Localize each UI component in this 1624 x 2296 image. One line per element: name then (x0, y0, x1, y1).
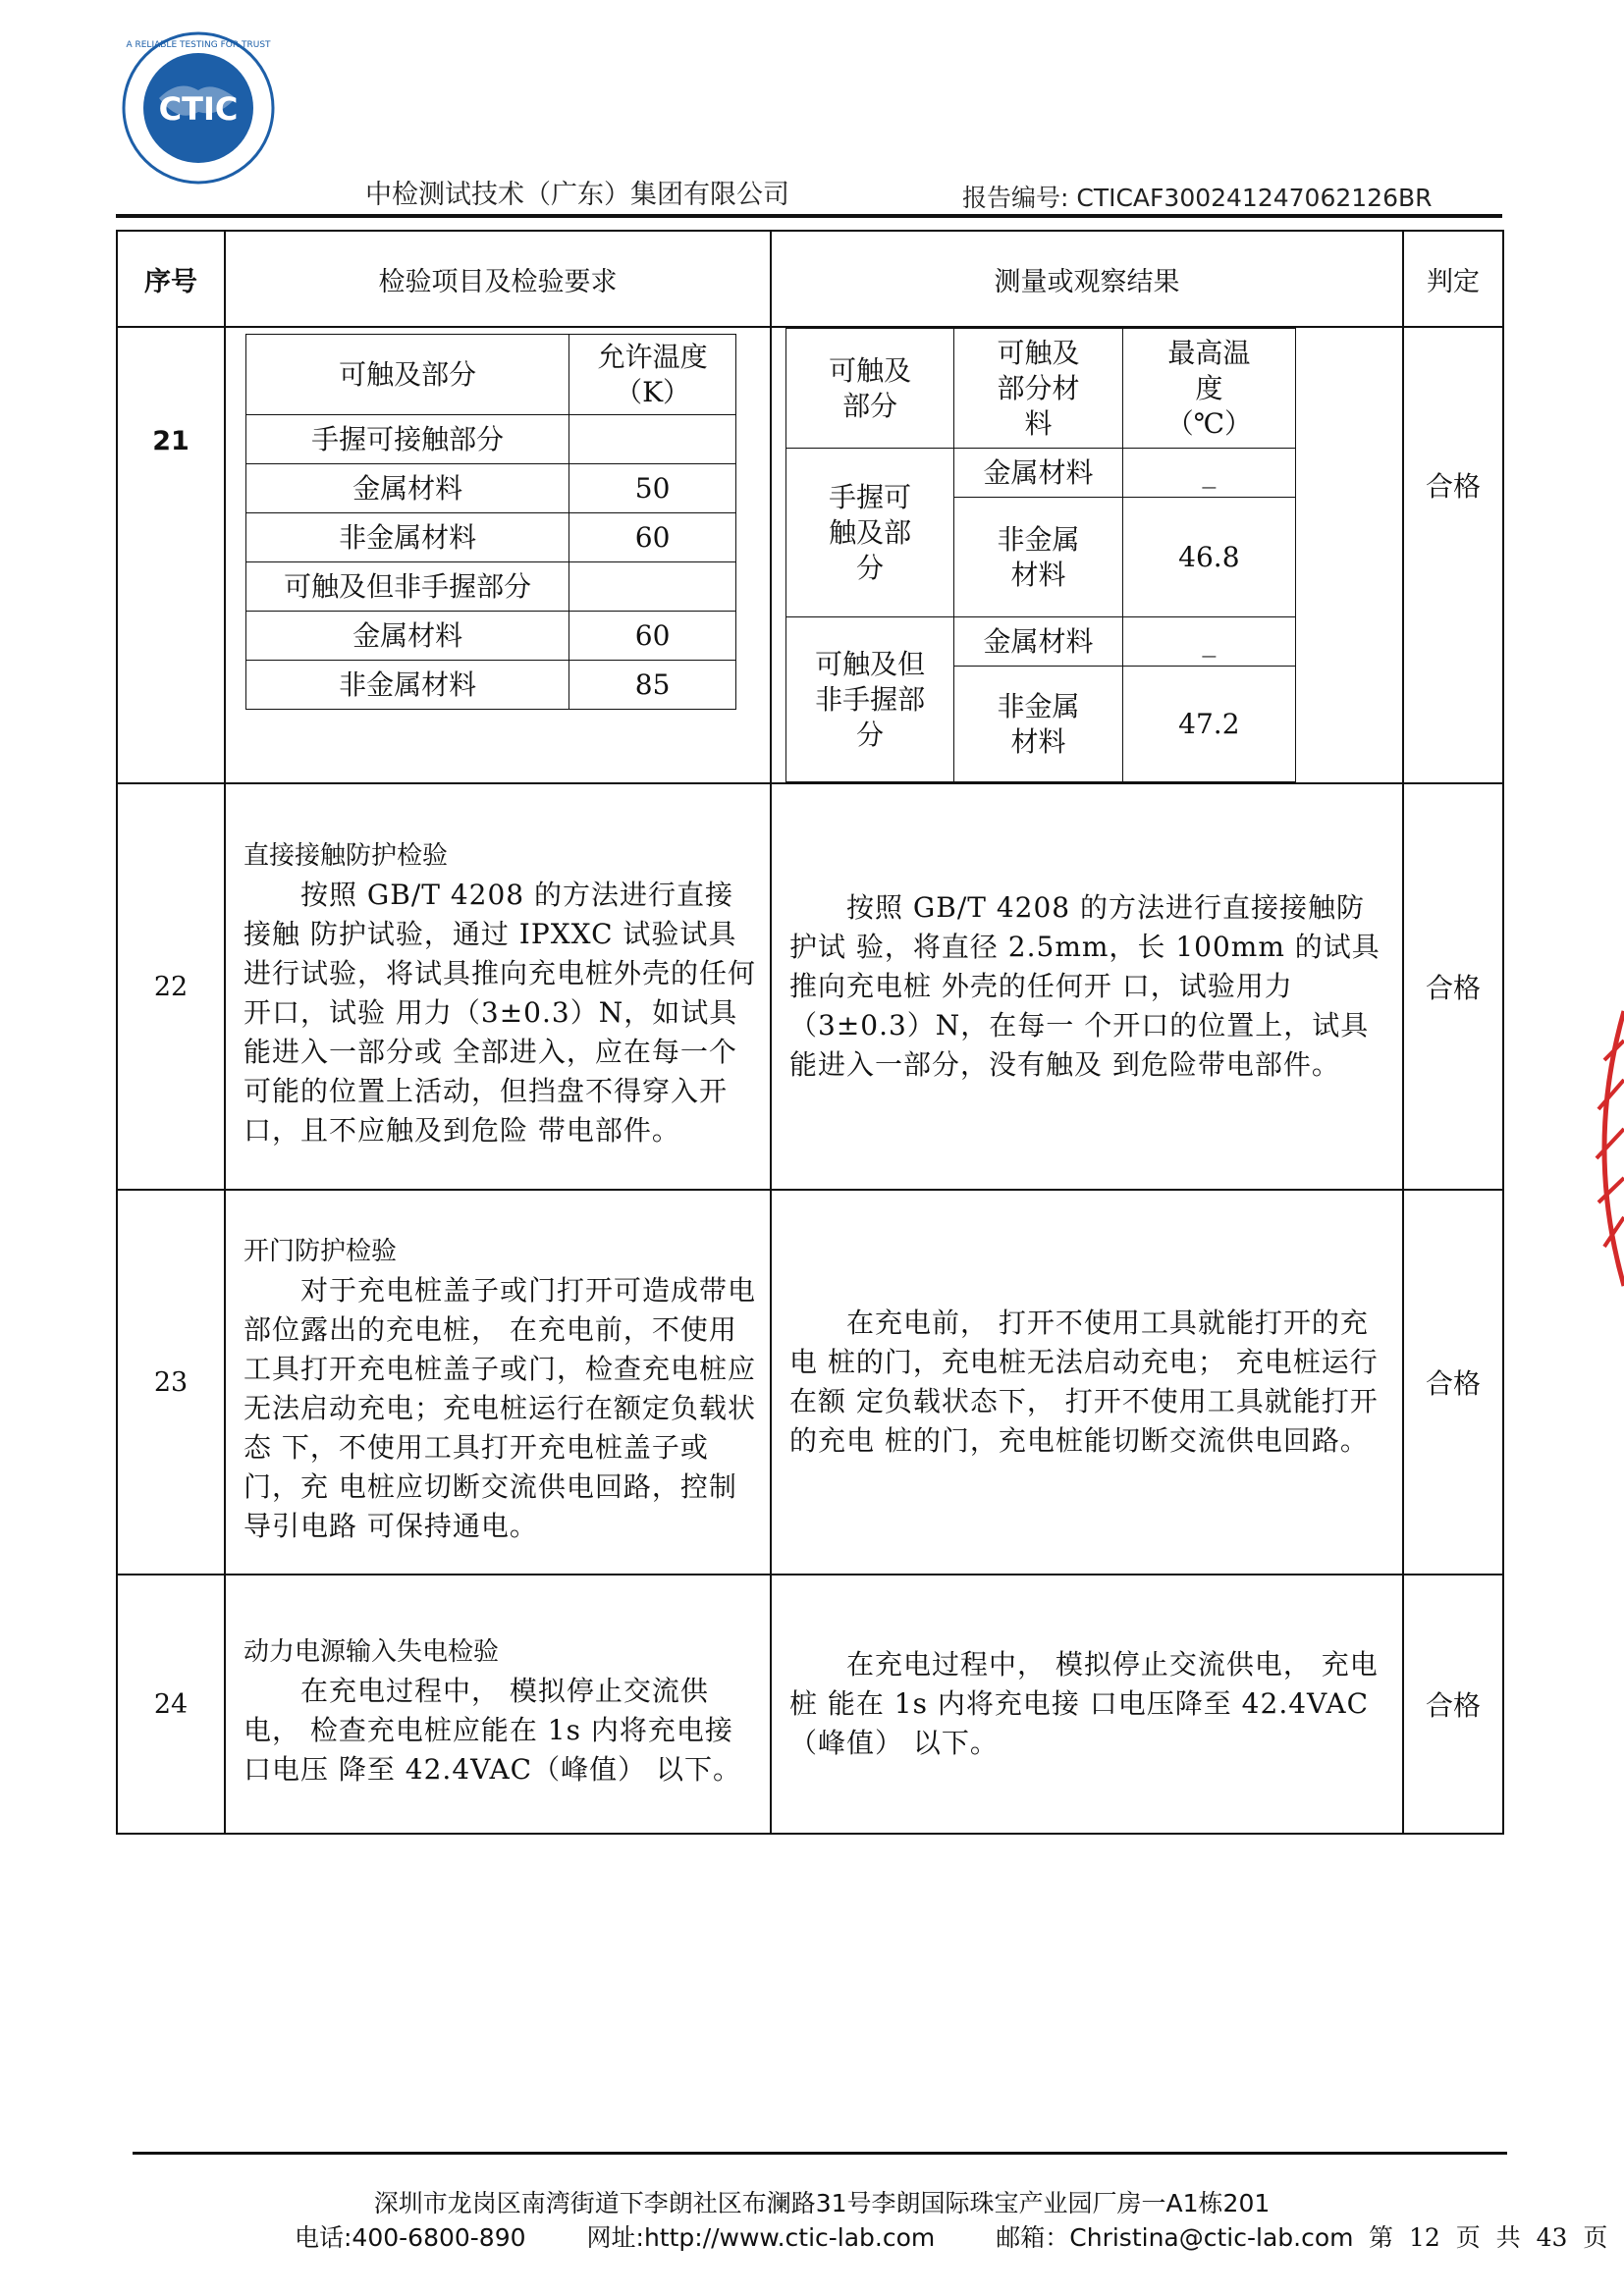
req-cell-23 (225, 1190, 771, 1575)
footer-email[interactable]: 邮箱：Christina@ctic-lab.com (996, 2223, 1354, 2252)
item-title-22: 直接接触防护检验 (244, 841, 449, 871)
table-row (117, 1190, 1503, 1575)
verdict-21: 合格 (1403, 327, 1503, 783)
footer-contact (295, 2218, 1414, 2254)
res-group1: 手握可触及部分 (786, 449, 954, 617)
req-cell-22 (225, 783, 771, 1190)
result-text-23: 在充电前， 打开不使用工具就能打开的充电 桩的门，充电桩无法启动充电； 充电桩运行在额 定负载状态下， 打开不使用工具就能打开的充电 桩的门，充电桩能切断交流供电回路。 (789, 1307, 1379, 1457)
req-g1-nonmetal: 非金属材料 (246, 513, 569, 562)
res-col1: 可触及部分 (786, 329, 954, 449)
res-g1-metal: 金属材料 (954, 449, 1122, 498)
res-group2: 可触及但非手握部分 (786, 617, 954, 782)
company-name: 中检测试技术（广东）集团有限公司 (365, 180, 789, 210)
seq-23: 23 (117, 1190, 225, 1575)
table-row (117, 1575, 1503, 1834)
verdict-24: 合格 (1403, 1575, 1503, 1834)
footer-website[interactable]: 网址:http://www.ctic-lab.com (586, 2223, 936, 2252)
res-g1-nonmetal: 非金属材料 (954, 498, 1122, 617)
req-g1-nonmetal-val: 60 (569, 513, 736, 562)
req-col1: 可触及部分 (246, 335, 569, 415)
req-g1-metal-val: 50 (569, 464, 736, 513)
seq-21: 21 (117, 327, 225, 783)
logo-ring-text: A RELIABLE TESTING FOR TRUST (126, 40, 271, 50)
req-g2-nonmetal-val: 85 (569, 661, 736, 710)
requirement-22: 按照 GB/T 4208 的方法进行直接接触 防护试验，通过 IPXXC 试验试具进行试验，将试具推向充电桩外壳的任何开口，试验 用力（3±0.3）N，如试具能进入一部分或 全部进入，应在每一个可能的位置上活动，但挡盘不得穿入开口，且不应触及到危险 带电部件。 (244, 879, 757, 1147)
res-col3: 最高温度（℃） (1122, 329, 1295, 449)
res-g1-nonmetal-val: 46.8 (1122, 498, 1295, 617)
res-cell-21 (771, 327, 1403, 783)
logo-text: CTIC (158, 90, 239, 128)
page-number: 第 12 页 共 43 页 (1369, 2223, 1608, 2252)
result-23 (771, 1190, 1403, 1575)
footer-address: 深圳市龙岗区南湾街道下李朗社区布澜路31号李朗国际珠宝产业园厂房一A1栋201 (373, 2189, 1271, 2217)
report-number: 报告编号: CTICAF300241247062126BR (962, 184, 1433, 212)
req-g1-metal: 金属材料 (246, 464, 569, 513)
res-g2-nonmetal-val: 47.2 (1122, 667, 1295, 782)
result-24 (771, 1575, 1403, 1834)
res-g2-metal-val: _ (1122, 617, 1295, 667)
table-header-row (117, 231, 1503, 327)
result-text-24: 在充电过程中， 模拟停止交流供电， 充电桩 能在 1s 内将充电接 口电压降至 42.4VAC（峰值） 以下。 (789, 1648, 1379, 1759)
item-title-23: 开门防护检验 (244, 1237, 398, 1266)
req-col2: 允许温度（K） (569, 335, 736, 415)
header-item: 检验项目及检验要求 (225, 231, 771, 327)
table-row (117, 783, 1503, 1190)
ctic-logo (120, 29, 277, 187)
result-22 (771, 783, 1403, 1190)
res-g1-metal-val: _ (1122, 449, 1295, 498)
header-result: 测量或观察结果 (771, 231, 1403, 327)
seq-22: 22 (117, 783, 225, 1190)
item-title-24: 动力电源输入失电检验 (244, 1637, 500, 1667)
req-g2-nonmetal: 非金属材料 (246, 661, 569, 710)
table-row (117, 327, 1503, 783)
footer-phone: 电话:400-6800-890 (295, 2223, 526, 2252)
seal-stamp-partial (1585, 1001, 1624, 1296)
seq-24: 24 (117, 1575, 225, 1834)
header-verdict: 判定 (1403, 231, 1503, 327)
inspection-table (116, 230, 1504, 1835)
requirement-24: 在充电过程中， 模拟停止交流供电， 检查充电桩应能在 1s 内将充电接 口电压 降至 42.4VAC（峰值） 以下。 (244, 1675, 742, 1786)
footer-divider (133, 2152, 1507, 2155)
res-g2-metal: 金属材料 (954, 617, 1122, 667)
res-col2: 可触及部分材料 (954, 329, 1122, 449)
req-cell-21 (225, 327, 771, 783)
req-group1: 手握可接触部分 (246, 415, 569, 464)
allowed-temp-table (245, 334, 736, 710)
result-text-22: 按照 GB/T 4208 的方法进行直接接触防护试 验，将直径 2.5mm，长 100mm 的试具推向充电桩 外壳的任何开 口，试验用力（3±0.3）N，在每一 个开口的位置上，试具能进入一部分，没有触及 到危险带电部件。 (789, 891, 1380, 1081)
req-g2-metal: 金属材料 (246, 612, 569, 661)
req-cell-24 (225, 1575, 771, 1834)
verdict-22: 合格 (1403, 783, 1503, 1190)
req-group2: 可触及但非手握部分 (246, 562, 569, 612)
max-temp-table (785, 328, 1296, 782)
header-seq: 序号 (117, 231, 225, 327)
header-divider (116, 214, 1502, 218)
res-g2-nonmetal: 非金属材料 (954, 667, 1122, 782)
requirement-23: 对于充电桩盖子或门打开可造成带电 部位露出的充电桩， 在充电前，不使用工具打开充电桩盖子或门，检查充电桩应无法启动充电；充电桩运行在额定负载状态 下，不使用工具打开充电桩盖子或门，充 电桩应切断交流供电回路，控制导引电路 可保持通电。 (244, 1274, 757, 1542)
req-g2-metal-val: 60 (569, 612, 736, 661)
verdict-23: 合格 (1403, 1190, 1503, 1575)
